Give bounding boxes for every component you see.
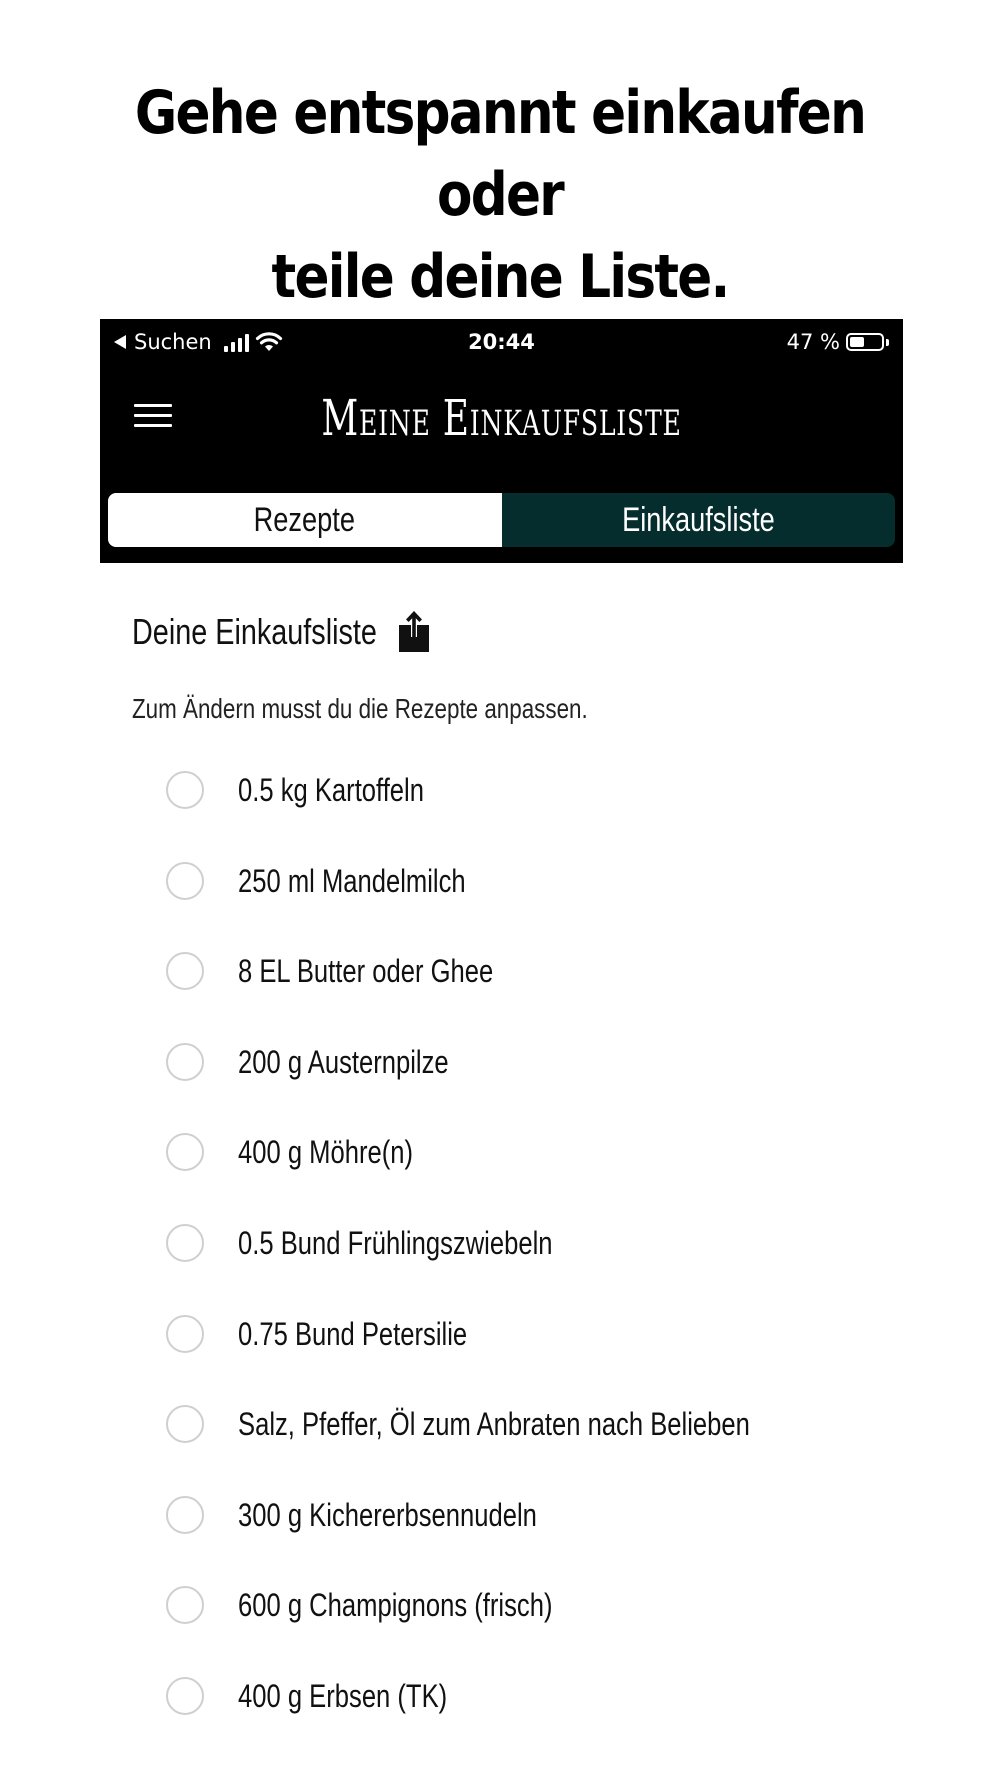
item-checkbox[interactable]	[166, 1496, 204, 1534]
list-item[interactable]	[100, 771, 903, 862]
list-item[interactable]	[100, 1315, 903, 1406]
item-label: 400 g Möhre(n)	[238, 1134, 414, 1171]
promo-headline	[70, 72, 930, 318]
list-item[interactable]	[100, 1405, 903, 1496]
item-checkbox[interactable]	[166, 1133, 204, 1171]
status-time: 20:44	[468, 330, 535, 354]
item-label: 8 EL Butter oder Ghee	[238, 953, 494, 990]
tab-rezepte[interactable]	[108, 493, 502, 547]
list-item[interactable]	[100, 1133, 903, 1224]
shopping-list	[100, 771, 903, 1768]
item-label: 0.5 Bund Frühlingszwiebeln	[238, 1224, 553, 1261]
item-label: 200 g Austernpilze	[238, 1043, 449, 1080]
status-back-label: Suchen	[134, 330, 212, 354]
tab-rezepte-label: Rezepte	[254, 501, 356, 539]
item-checkbox[interactable]	[166, 1043, 204, 1081]
item-checkbox[interactable]	[166, 862, 204, 900]
item-checkbox[interactable]	[166, 1586, 204, 1624]
list-item[interactable]	[100, 952, 903, 1043]
item-label: 0.5 kg Kartoffeln	[238, 772, 424, 808]
phone-screen	[100, 319, 903, 1778]
item-label: 250 ml Mandelmilch	[238, 862, 466, 899]
share-icon[interactable]	[398, 611, 430, 653]
app-title: Meine Einkaufsliste	[321, 389, 682, 447]
hamburger-menu-icon[interactable]	[134, 404, 172, 430]
battery-percent: 47 %	[786, 330, 840, 354]
battery-icon	[846, 333, 884, 351]
list-item[interactable]	[100, 1496, 903, 1587]
item-label: 400 g Erbsen (TK)	[238, 1677, 448, 1714]
list-item[interactable]	[100, 862, 903, 953]
list-item[interactable]	[100, 1043, 903, 1134]
item-checkbox[interactable]	[166, 1677, 204, 1715]
promo-headline-line-2: teile deine Liste.	[271, 242, 729, 312]
tab-einkaufsliste-label: Einkaufsliste	[621, 501, 775, 539]
list-item[interactable]	[100, 1677, 903, 1768]
battery-level	[850, 337, 864, 347]
section-header	[132, 607, 430, 657]
status-battery	[787, 327, 889, 357]
item-checkbox[interactable]	[166, 1315, 204, 1353]
item-checkbox[interactable]	[166, 952, 204, 990]
tab-einkaufsliste[interactable]	[502, 493, 896, 547]
item-label: Salz, Pfeffer, Öl zum Anbraten nach Belieben	[238, 1406, 750, 1443]
promo-headline-line-1: Gehe entspannt einkaufen oder	[134, 78, 866, 230]
item-checkbox[interactable]	[166, 1405, 204, 1443]
list-item[interactable]	[100, 1586, 903, 1677]
item-checkbox[interactable]	[166, 1224, 204, 1262]
status-bar	[100, 327, 903, 357]
item-checkbox[interactable]	[166, 771, 204, 809]
item-label: 600 g Champignons (frisch)	[238, 1587, 553, 1624]
item-label: 0.75 Bund Petersilie	[238, 1315, 468, 1352]
app-header	[100, 319, 903, 563]
edit-hint: Zum Ändern musst du die Rezepte anpassen.	[132, 693, 588, 724]
segmented-tabs	[108, 493, 895, 547]
item-label: 300 g Kichererbsennudeln	[238, 1496, 537, 1533]
section-title: Deine Einkaufsliste	[132, 611, 377, 652]
list-item[interactable]	[100, 1224, 903, 1315]
